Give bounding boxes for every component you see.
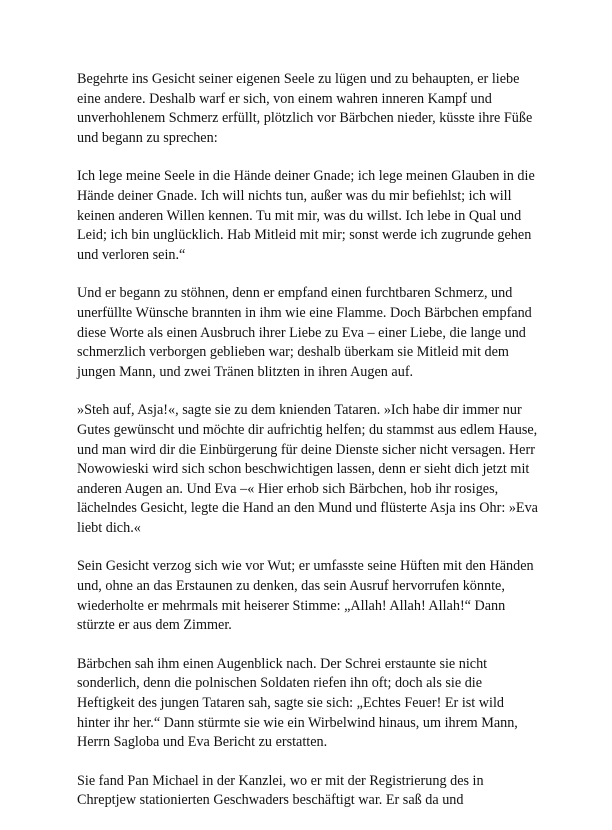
paragraph: Sie fand Pan Michael in der Kanzlei, wo er mit der Registrierung des in Chreptjew stationierten Geschwaders beschäftigt war. Er saß da und [77, 772, 484, 809]
paragraph: Und er begann zu stöhnen, denn er empfand einen furchtbaren Schmerz, und unerfüllte Wünsche brannten in ihm wie eine Flamme. Doch Bärbchen empfand diese Worte als einen Ausbruch ihrer Liebe zu Eva – einer Liebe, die lange und schmerzlich verborgen geblieben war; deshalb überkam sie Mitleid mit dem jungen Mann, und zwei Tränen blitzten in ihren Augen auf. [77, 285, 532, 380]
paragraph: Ich lege meine Seele in die Hände deiner Gnade; ich lege meinen Glauben in die Hände deiner Gnade. Ich will nichts tun, außer was du mir befiehlst; ich will keinen anderen Willen kennen. Tu mit mir, was du willst. Ich lebe in Qual und Leid; ich bin unglücklich. Hab Mitleid mit mir; sonst werde ich zugrunde gehen und verloren sein.“ [77, 168, 535, 263]
document-page [77, 70, 539, 830]
paragraph: Sein Gesicht verzog sich wie vor Wut; er umfasste seine Hüften mit den Händen und, ohne an das Erstaunen zu denken, das sein Ausruf hervorrufen könnte, wiederholte er mehrmals mit heiserer Stimme: „Allah! Allah! Allah!“ Dann stürzte er aus dem Zimmer. [77, 558, 534, 634]
paragraph: Begehrte ins Gesicht seiner eigenen Seele zu lügen und zu behaupten, er liebe eine andere. Deshalb warf er sich, von einem wahren inneren Kampf und unverhohlenem Schmerz erfüllt, plötzlich vor Bärbchen nieder, küsste ihre Füße und begann zu sprechen: [77, 71, 533, 146]
paragraph: »Steh auf, Asja!«, sagte sie zu dem knienden Tataren. »Ich habe dir immer nur Gutes gewünscht und möchte dir aufrichtig helfen; du stammst aus edlem Hause, und man wird dir die Einbürgerung für deine Dienste sicher nicht versagen. Herr Nowowieski wird sich schon beschwichtigen lassen, denn er sieht dich jetzt mit anderen Augen an. Und Eva –« Hier erhob sich Bärbchen, hob ihr rosiges, lächelndes Gesicht, legte die Hand an den Mund und flüsterte Asja ins Ohr: »Eva liebt dich.« [77, 402, 538, 536]
paragraph: Bärbchen sah ihm einen Augenblick nach. Der Schrei erstaunte sie nicht sonderlich, denn die polnischen Soldaten riefen ihn oft; doch als sie die Heftigkeit des jungen Tataren sah, sagte sie sich: „Echtes Feuer! Er ist wild hinter ihr her.“ Dann stürmte sie wie ein Wirbelwind hinaus, um ihrem Mann, Herrn Sagloba und Eva Bericht zu erstatten. [77, 655, 518, 751]
